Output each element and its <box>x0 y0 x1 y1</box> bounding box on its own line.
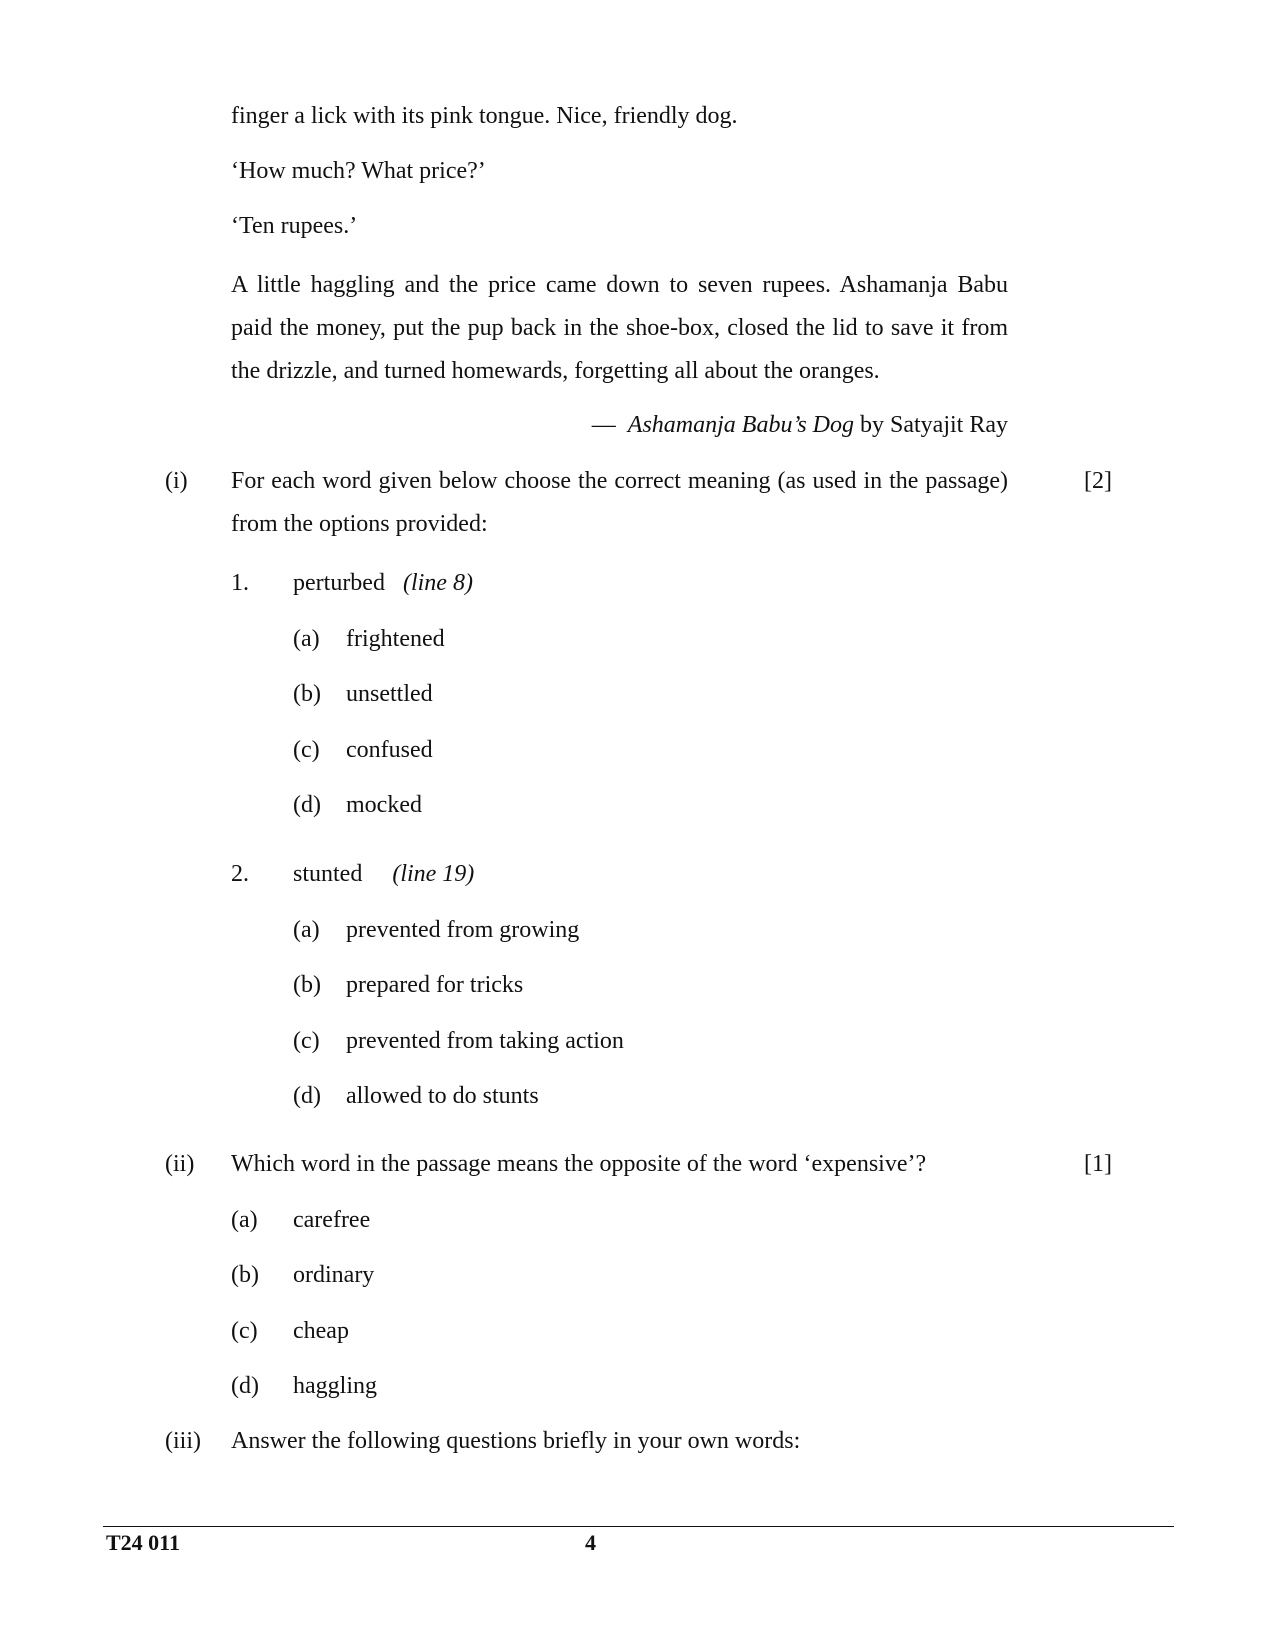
question-text: Which word in the passage means the opposite of the word ‘expensive’? <box>231 1151 927 1177</box>
footer-code: T24 011 <box>106 1530 180 1555</box>
option-text: haggling <box>293 1373 377 1399</box>
option-label: (b) <box>293 681 321 707</box>
option-text: confused <box>346 737 433 763</box>
option-label: (d) <box>231 1373 259 1399</box>
item-word-text: stunted <box>293 861 363 887</box>
option-label: (c) <box>293 737 320 763</box>
question-text: For each word given below choose the correct meaning (as used in the passage) from the options provided: <box>231 468 1008 537</box>
option-label: (a) <box>293 917 320 943</box>
question-text: Answer the following questions briefly in your own words: <box>231 1428 801 1454</box>
question-number: (i) <box>165 468 188 494</box>
item-line-ref: (line 8) <box>402 570 473 596</box>
question-marks: [2] <box>1084 468 1112 494</box>
attribution-author: by Satyajit Ray <box>860 412 1008 438</box>
item-number: 1. <box>231 570 249 596</box>
option-text: mocked <box>346 792 422 818</box>
attribution-title: Ashamanja Babu’s Dog <box>627 412 855 438</box>
item-word <box>293 861 474 888</box>
option-label: (d) <box>293 1083 321 1109</box>
item-line-ref: (line 19) <box>392 861 475 887</box>
passage-line: finger a lick with its pink tongue. Nice, friendly dog. <box>231 103 738 129</box>
question-marks: [1] <box>1084 1151 1112 1177</box>
option-label: (b) <box>231 1262 259 1288</box>
option-label: (d) <box>293 792 321 818</box>
option-label: (c) <box>231 1318 258 1344</box>
item-word <box>293 570 473 597</box>
option-text: frightened <box>346 626 445 652</box>
option-text: carefree <box>293 1207 371 1233</box>
option-text: unsettled <box>346 681 433 707</box>
option-text: cheap <box>293 1318 349 1344</box>
item-word-text: perturbed <box>293 570 385 596</box>
passage-paragraph: A little haggling and the price came down to seven rupees. Ashamanja Babu paid the money, put the pup back in the shoe-box, closed the lid to save it from the drizzle, and turned homewards, forgetting all about the oranges. <box>231 272 1008 384</box>
attribution-dash: — <box>591 412 616 438</box>
page-number: 4 <box>585 1530 596 1555</box>
option-label: (a) <box>293 626 320 652</box>
option-text: allowed to do stunts <box>346 1083 539 1109</box>
option-label: (b) <box>293 972 321 998</box>
passage-line: ‘How much? What price?’ <box>231 158 486 184</box>
passage-attribution <box>592 412 1008 439</box>
footer-rule <box>103 1526 1174 1527</box>
option-label: (a) <box>231 1207 258 1233</box>
item-number: 2. <box>231 861 249 887</box>
question-number: (ii) <box>165 1151 195 1177</box>
question-number: (iii) <box>165 1428 201 1454</box>
option-text: prevented from taking action <box>346 1028 624 1054</box>
option-text: ordinary <box>293 1262 375 1288</box>
option-label: (c) <box>293 1028 320 1054</box>
option-text: prepared for tricks <box>346 972 524 998</box>
option-text: prevented from growing <box>346 917 580 943</box>
passage-line: ‘Ten rupees.’ <box>231 213 358 239</box>
